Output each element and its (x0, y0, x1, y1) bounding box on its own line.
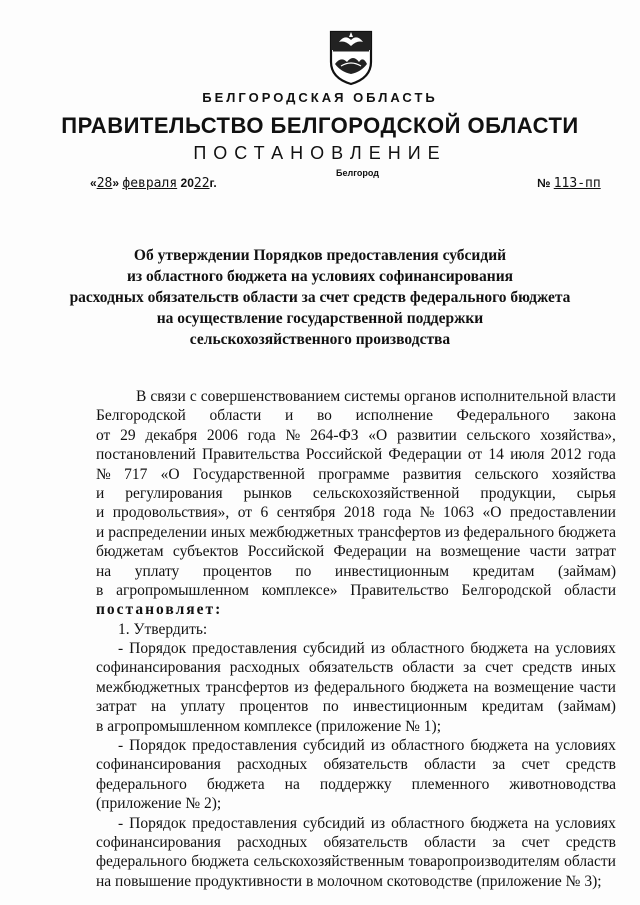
body-line: на повышение продуктивности в молочном скотоводстве (приложение № 3); (96, 872, 602, 890)
document-body (96, 387, 616, 891)
government-name: ПРАВИТЕЛЬСТВО БЕЛГОРОДСКОЙ ОБЛАСТИ (61, 113, 579, 138)
coat-of-arms-icon (327, 28, 375, 86)
document-number (537, 176, 601, 191)
body-line: бюджетам субъектов Российской Федерации на возмещение части затрат (96, 543, 616, 561)
title-line: расходных обязательств области за счет средств федерального бюджета (69, 289, 571, 306)
body-line: межбюджетных трансфертов из федерального бюджета на возмещение части (96, 678, 616, 696)
number-prefix: № (537, 176, 551, 190)
document-date (90, 176, 217, 191)
body-line: постановлений Правительства Российской Федерации от 14 июля 2012 года (96, 446, 616, 464)
date-open-quote: « (90, 176, 97, 190)
date-month: февраля (122, 176, 178, 191)
body-line: (приложение № 2); (96, 795, 222, 813)
body-line: федерального бюджета на поддержку племенного животноводства (96, 775, 616, 793)
body-line: софинансирования расходных обязательств области за счет средств (96, 833, 616, 851)
body-line: софинансирования расходных обязательств области за счет средств (96, 756, 616, 774)
body-line: Белгородской области и во исполнение Федерального закона (96, 407, 616, 425)
body-line: федерального бюджета сельскохозяйственным товаропроизводителям области (96, 853, 616, 871)
title-line: на осуществление государственной поддержки (156, 310, 484, 327)
body-line: в агропромышленном комплексе (приложение № 1); (96, 717, 442, 735)
body-line: софинансирования расходных обязательств области за счет средств иных (96, 659, 616, 677)
title-line: Об утверждении Порядков предоставления субсидий (133, 247, 507, 264)
city-name: Белгород (336, 168, 379, 178)
body-line: и распределении иных межбюджетных трансфертов из федерального бюджета (96, 523, 616, 541)
body-line: - Порядок предоставления субсидий из областного бюджета на условиях (118, 814, 616, 832)
document-title (0, 245, 640, 350)
date-year: 22 (193, 176, 210, 191)
body-line: № 717 «О Государственной программе развития сельского хозяйства (96, 465, 616, 483)
title-line: сельскохозяйственного производства (189, 331, 451, 348)
body-line: от 29 декабря 2006 года № 264-ФЗ «О развитии сельского хозяйства», (96, 426, 616, 444)
body-line: - Порядок предоставления субсидий из областного бюджета на условиях (118, 640, 616, 658)
date-close-quote: » (112, 176, 120, 190)
body-line: В связи с совершенствованием системы органов исполнительной власти (136, 388, 616, 405)
body-line: и регулирования рынков сельскохозяйственной продукции, сырья (96, 484, 616, 502)
date-year-prefix: 20 (180, 176, 194, 190)
body-line: затрат на уплату процентов по инвестиционным кредитам (займам) (96, 698, 616, 716)
body-line: и продовольствия», от 6 сентября 2018 года № 1063 «О предоставлении (96, 504, 616, 522)
body-line: на уплату процентов по инвестиционным кредитам (займам) (96, 562, 616, 580)
region-name: БЕЛГОРОДСКАЯ ОБЛАСТЬ (202, 90, 438, 105)
date-suffix: г. (209, 176, 217, 190)
number-value: 113-пп (553, 176, 601, 191)
body-line: 1. Утвердить: (118, 620, 208, 638)
document-type: ПОСТАНОВЛЕНИЕ (193, 143, 447, 163)
date-day: 28 (96, 176, 113, 191)
title-line: из областного бюджета на условиях софинансирования (126, 268, 514, 285)
body-line: - Порядок предоставления субсидий из областного бюджета на условиях (118, 737, 616, 755)
body-line: в агропромышленном комплексе» Правительство Белгородской области (96, 581, 616, 599)
body-line: постановляет: (96, 601, 223, 619)
